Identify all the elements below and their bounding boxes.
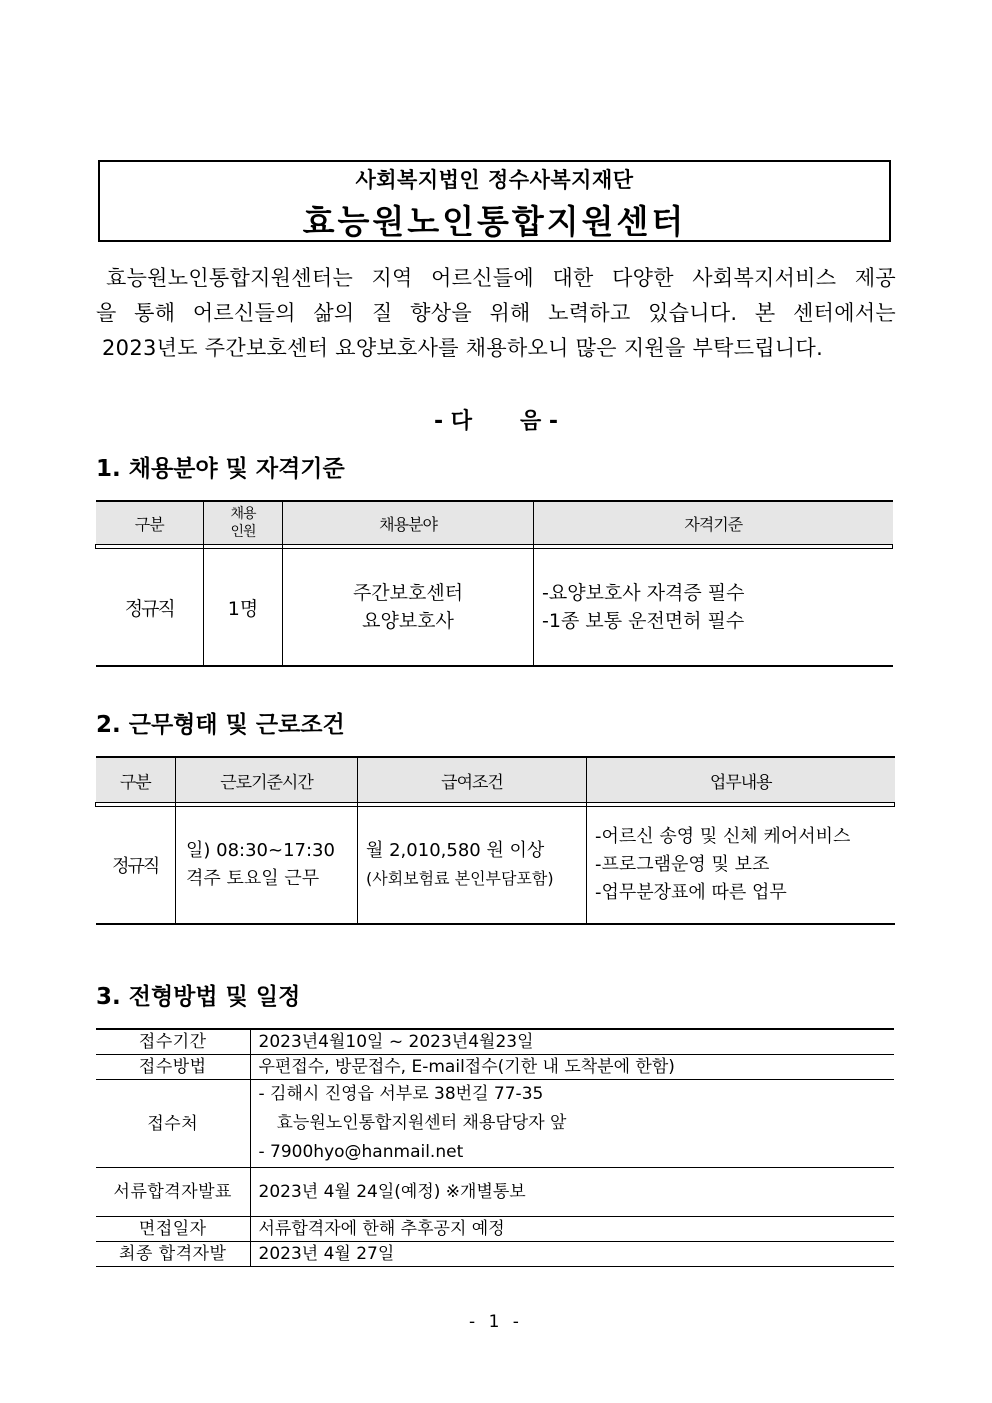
intro-paragraph xyxy=(96,261,896,366)
header-headcount-line2: 인원 xyxy=(230,524,256,540)
method-value: 우편접수, 방문접수, E-mail접수(기한 내 도착분에 한함) xyxy=(250,1055,894,1080)
final-value: 2023년 4월 27일 xyxy=(250,1242,894,1267)
cell-category: 정규직 xyxy=(96,807,176,925)
cell-pay xyxy=(358,807,587,925)
duty-line2: -프로그램운영 및 보조 xyxy=(595,854,770,875)
header-headcount-line1: 채용 xyxy=(230,506,256,522)
doc-result-value: 2023년 4월 24일(예정) ※개별통보 xyxy=(250,1168,894,1217)
intro-line-2: 을 통해 어르신들의 삶의 질 향상을 위해 노력하고 있습니다. 본 센터에서는 xyxy=(96,301,896,325)
header-pay: 급여조건 xyxy=(358,757,587,803)
place-line1: - 김해시 진영읍 서부로 38번길 77-35 xyxy=(258,1084,544,1104)
header-category: 구분 xyxy=(96,501,204,545)
cell-headcount: 1명 xyxy=(204,549,283,667)
place-line3: - 7900hyo@hanmail.net xyxy=(258,1142,464,1162)
table-row xyxy=(96,1029,894,1055)
header-category: 구분 xyxy=(96,757,176,803)
field-line2: 요양보호사 xyxy=(362,610,454,632)
section2-title: 2. 근무형태 및 근로조건 xyxy=(96,712,345,738)
pay-line1: 월 2,010,580 원 이상 xyxy=(366,840,545,861)
page-number: - 1 - xyxy=(469,1312,523,1332)
title-box xyxy=(98,160,891,242)
cell-field xyxy=(283,549,534,667)
cell-category: 정규직 xyxy=(96,549,204,667)
table-row xyxy=(96,1168,894,1217)
table-header-row xyxy=(96,757,895,803)
period-value: 2023년4월10일 ~ 2023년4월23일 xyxy=(250,1029,894,1055)
field-line1: 주간보호센터 xyxy=(352,582,464,604)
next-heading xyxy=(0,404,992,435)
method-label: 접수방법 xyxy=(96,1055,250,1080)
duty-line1: -어르신 송영 및 신체 케어서비스 xyxy=(595,826,851,847)
period-label: 접수기간 xyxy=(96,1029,250,1055)
interview-label: 면접일자 xyxy=(96,1217,250,1242)
cell-duties xyxy=(587,807,895,925)
header-duties: 업무내용 xyxy=(587,757,895,803)
next-heading-right: 음 - xyxy=(520,409,559,434)
table-row xyxy=(96,1055,894,1080)
place-value xyxy=(250,1080,894,1168)
intro-line-3: 2023년도 주간보호센터 요양보호사를 채용하오니 많은 지원을 부탁드립니다. xyxy=(102,336,824,360)
center-name: 효능원노인통합지원센터 xyxy=(302,202,687,241)
qualification-line1: -요양보호사 자격증 필수 xyxy=(542,582,745,604)
table-row xyxy=(96,1242,894,1267)
header-field: 채용분야 xyxy=(283,501,534,545)
interview-value: 서류합격자에 한해 추후공지 예정 xyxy=(250,1217,894,1242)
doc-result-label: 서류합격자발표 xyxy=(96,1168,250,1217)
table-row xyxy=(96,1217,894,1242)
table-header-row xyxy=(96,501,893,545)
conditions-table xyxy=(95,756,895,925)
section1-title: 1. 채용분야 및 자격기준 xyxy=(96,456,345,482)
hours-line1: 일) 08:30~17:30 xyxy=(186,840,335,861)
place-label: 접수처 xyxy=(96,1080,250,1168)
final-label: 최종 합격자발 xyxy=(96,1242,250,1267)
table-row xyxy=(96,807,895,925)
schedule-table xyxy=(96,1028,894,1267)
next-heading-left: - 다 xyxy=(433,409,472,434)
header-hours: 근로기준시간 xyxy=(176,757,358,803)
cell-hours xyxy=(176,807,358,925)
duty-line3: -업무분장표에 따른 업무 xyxy=(595,882,787,903)
section3-title: 3. 전형방법 및 일정 xyxy=(96,984,301,1010)
recruitment-table xyxy=(95,500,893,667)
place-line2: 효능원노인통합지원센터 채용담당자 앞 xyxy=(276,1113,567,1133)
qualification-line2: -1종 보통 운전면허 필수 xyxy=(542,610,745,632)
table-row xyxy=(96,1080,894,1168)
hours-line2: 격주 토요일 근무 xyxy=(186,868,320,889)
pay-line2: (사회보험료 본인부담포함) xyxy=(366,869,554,888)
organization-name: 사회복지법인 정수사복지재단 xyxy=(355,168,634,192)
table-row xyxy=(96,549,893,667)
cell-qualification xyxy=(534,549,893,667)
intro-line-1: 효능원노인통합지원센터는 지역 어르신들에 대한 다양한 사회복지서비스 제공 xyxy=(106,266,896,290)
header-qualification: 자격기준 xyxy=(534,501,893,545)
header-headcount xyxy=(204,501,283,545)
